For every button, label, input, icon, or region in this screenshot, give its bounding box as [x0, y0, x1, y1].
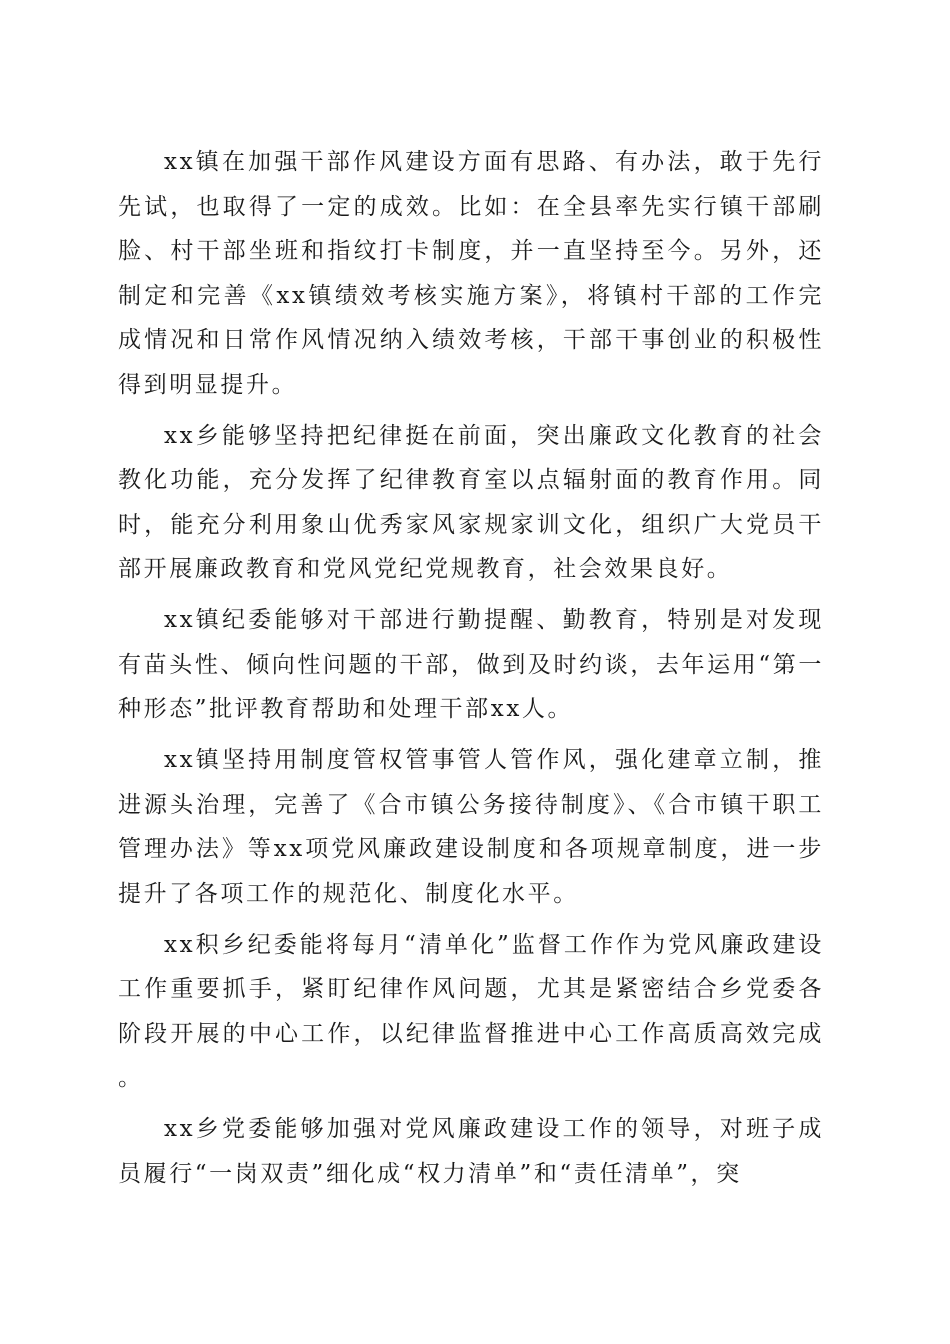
- document-body: [118, 140, 824, 1203]
- paragraph-2: xx乡能够坚持把纪律挺在前面，突出廉政文化教育的社会教化功能，充分发挥了纪律教育室以点辐射面的教育作用。同时，能充分利用象山优秀家风家规家训文化，组织广大党员干部开展廉政教育和党风党纪党规教育，社会效果良好。: [118, 422, 824, 582]
- paragraph-3: xx镇纪委能够对干部进行勤提醒、勤教育，特别是对发现有苗头性、倾向性问题的干部，做到及时约谈，去年运用“第一种形态”批评教育帮助和处理干部xx人。: [118, 607, 824, 722]
- paragraph-6: xx乡党委能够加强对党风廉政建设工作的领导，对班子成员履行“一岗双责”细化成“权力清单”和“责任清单”，突: [118, 1116, 824, 1187]
- paragraph-4: xx镇坚持用制度管权管事管人管作风，强化建章立制，推进源头治理，完善了《合市镇公务接待制度》、《合市镇干职工管理办法》等xx项党风廉政建设制度和各项规章制度，进一步提升了各项工作的规范化、制度化水平。: [118, 747, 824, 907]
- paragraph-5: xx积乡纪委能将每月“清单化”监督工作作为党风廉政建设工作重要抓手，紧盯纪律作风问题，尤其是紧密结合乡党委各阶段开展的中心工作，以纪律监督推进中心工作高质高效完成。: [118, 931, 824, 1091]
- paragraph-1: xx镇在加强干部作风建设方面有思路、有办法，敢于先行先试，也取得了一定的成效。比如：在全县率先实行镇干部刷脸、村干部坐班和指纹打卡制度，并一直坚持至今。另外，还制定和完善《xx镇绩效考核实施方案》，将镇村干部的工作完成情况和日常作风情况纳入绩效考核，干部干事创业的积极性得到明显提升。: [118, 149, 824, 398]
